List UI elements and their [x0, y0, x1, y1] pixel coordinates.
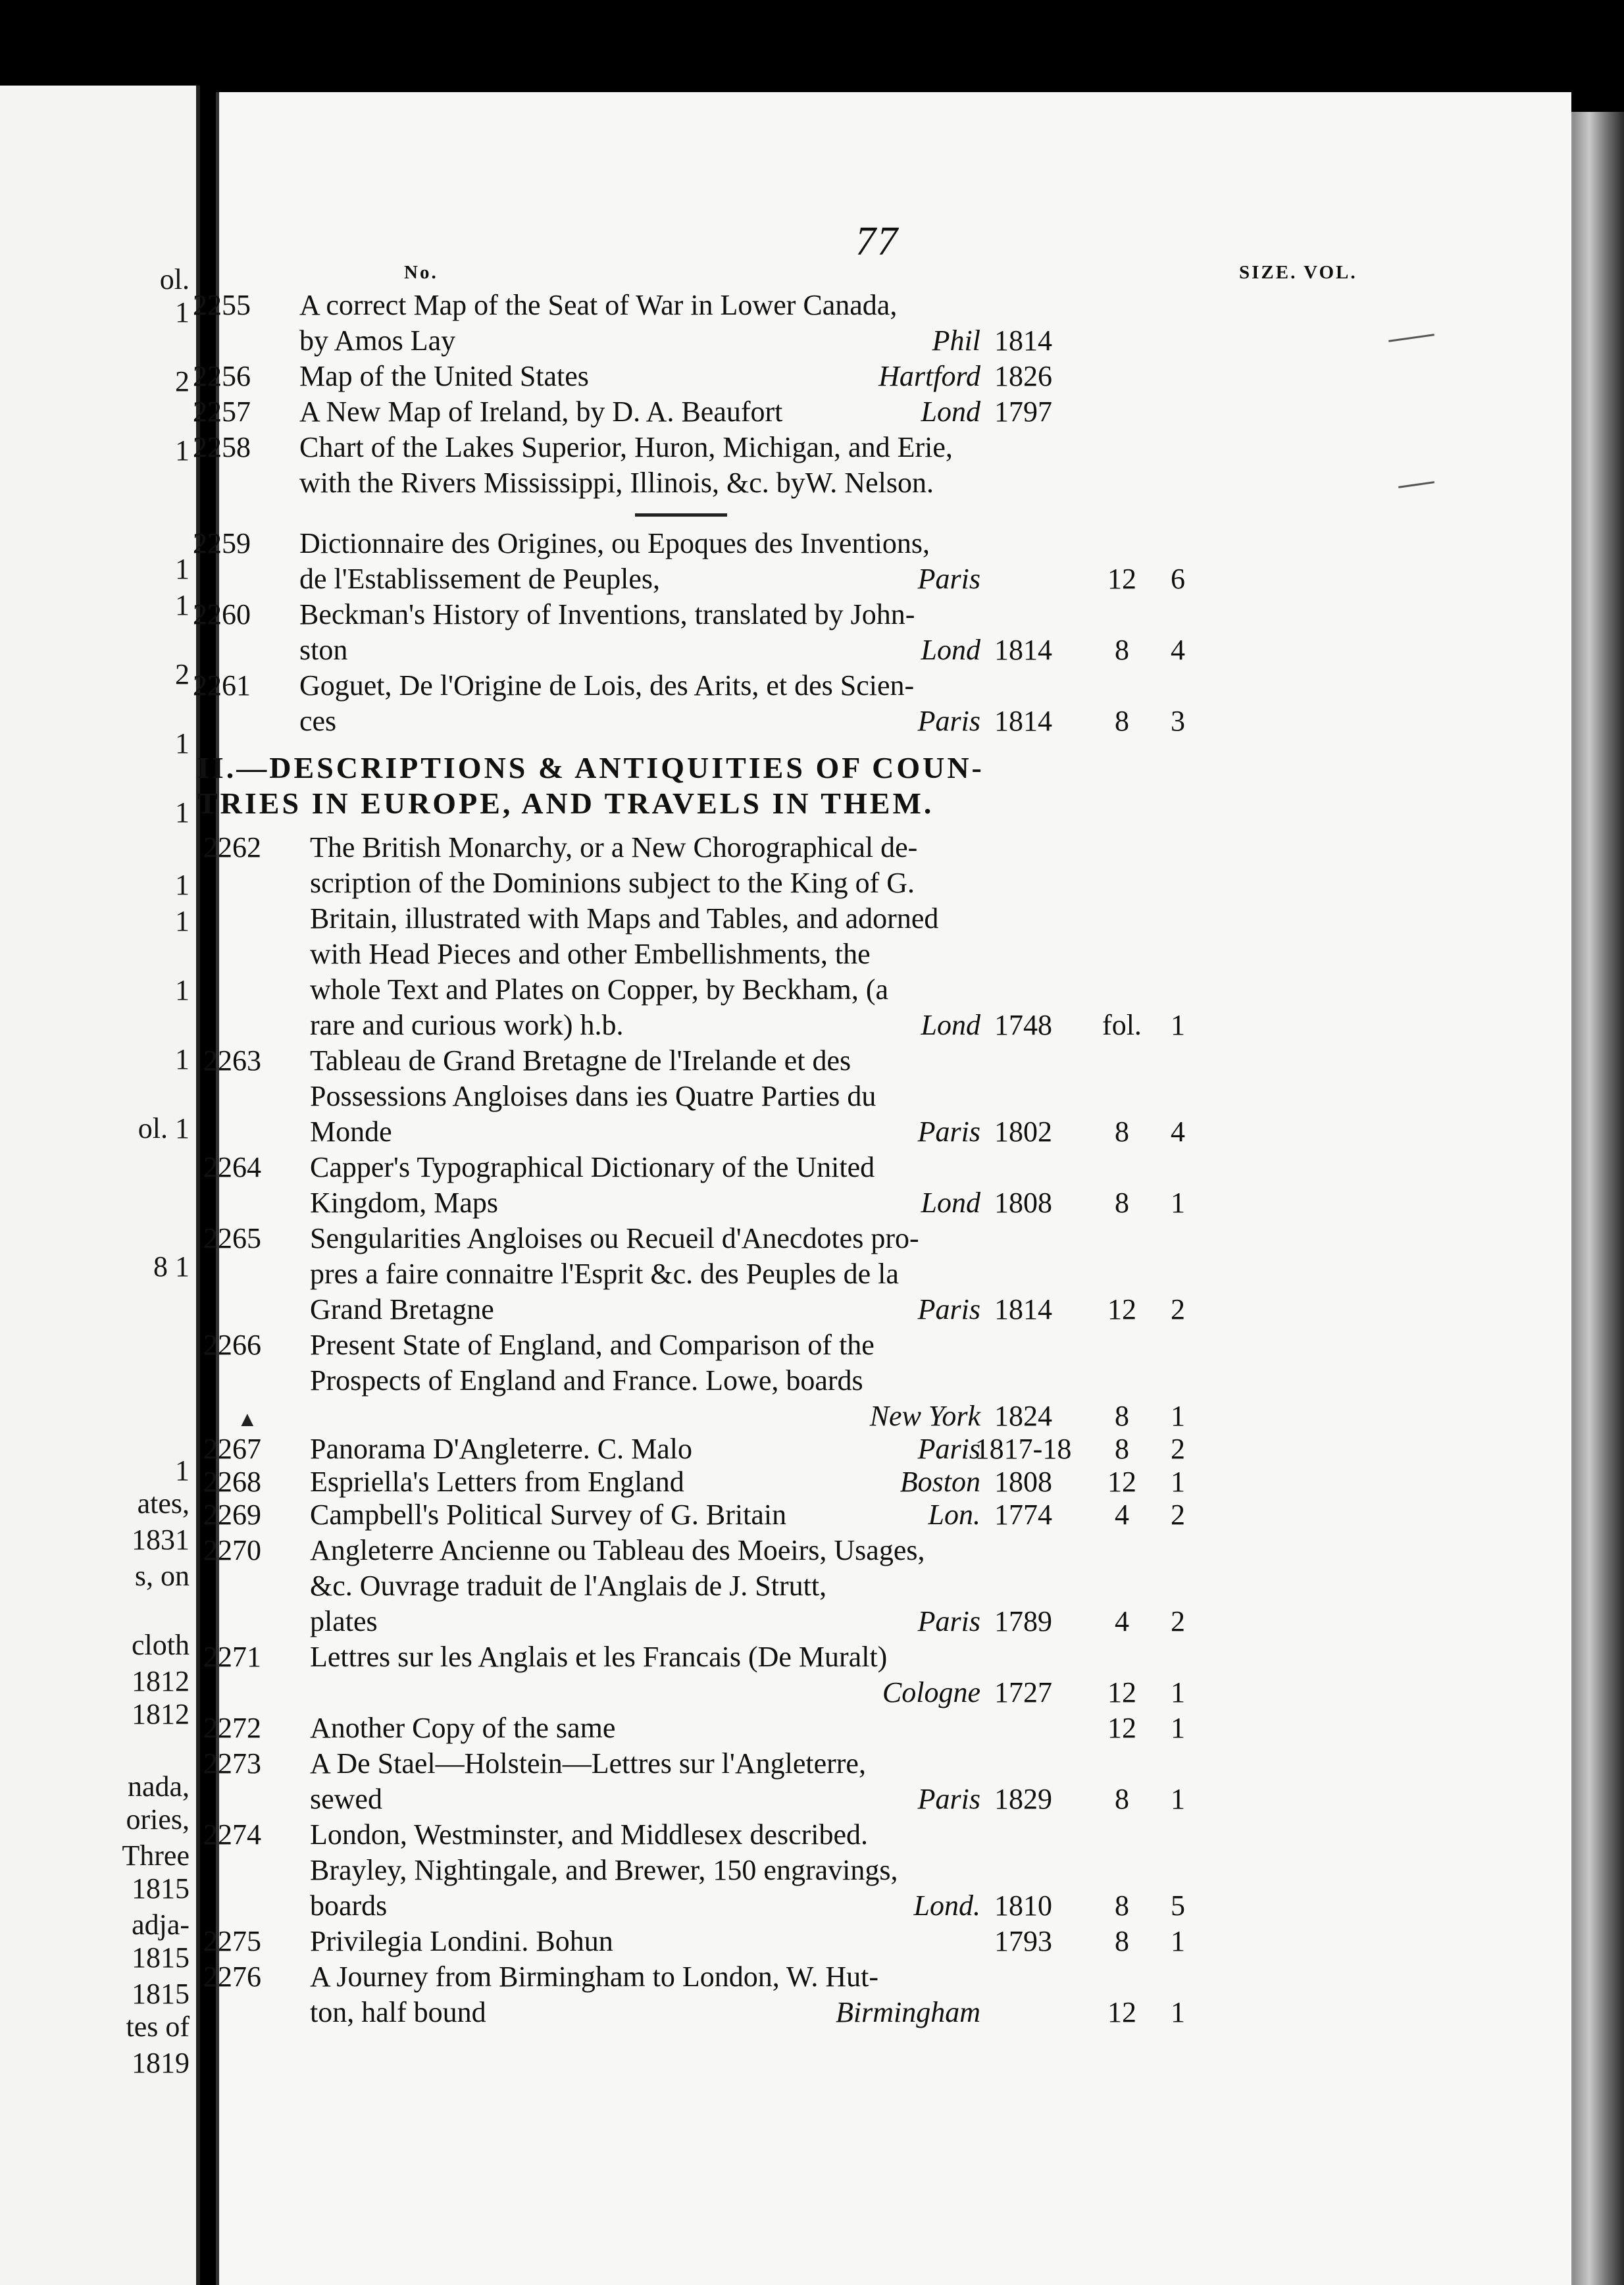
catalogue-row — [0, 1328, 1624, 1362]
catalogue-row — [0, 324, 1624, 358]
entry-place: Paris — [917, 1605, 980, 1637]
separator-rule — [635, 513, 727, 517]
catalogue-row — [0, 1853, 1624, 1887]
catalogue-row — [0, 1498, 1624, 1532]
entry-volumes: 1 — [1171, 1187, 1185, 1219]
catalogue-row — [0, 1889, 1624, 1923]
entry-place: Paris — [917, 563, 980, 595]
entry-place: Phil — [932, 324, 980, 357]
entry-description: Map of the United States — [299, 360, 589, 392]
entry-place: Lond — [921, 634, 980, 666]
catalogue-row — [0, 1432, 1624, 1466]
entry-number: 2258 — [193, 431, 251, 463]
entry-place: Boston — [900, 1466, 980, 1498]
entry-size: 8 — [1115, 705, 1129, 737]
catalogue-row — [0, 1569, 1624, 1603]
entry-number: 2263 — [203, 1044, 261, 1077]
catalogue-row — [0, 395, 1624, 429]
entry-description: Monde — [310, 1116, 392, 1148]
entry-description: by Amos Lay — [299, 324, 456, 357]
entry-year: 1748 — [994, 1009, 1052, 1041]
catalogue-row — [0, 562, 1624, 596]
left-text: Three — [122, 1839, 190, 1872]
catalogue-row — [0, 1257, 1624, 1291]
entry-description: Present State of England, and Comparison of the — [310, 1329, 875, 1361]
entry-number: 2262 — [203, 831, 261, 863]
entry-number: 2274 — [203, 1818, 261, 1851]
entry-description: Lettres sur les Anglais et les Francais (De Muralt) — [310, 1641, 888, 1673]
left-text: 1 — [175, 589, 190, 621]
entry-place: Lond — [921, 1009, 980, 1041]
entry-year: 1814 — [994, 324, 1052, 357]
catalogue-row — [0, 866, 1624, 900]
entry-description: ston — [299, 634, 348, 666]
entry-number: 2264 — [203, 1151, 261, 1183]
catalogue-row — [0, 669, 1624, 703]
entry-volumes: 1 — [1171, 1400, 1185, 1432]
entry-volumes: 1 — [1171, 1009, 1185, 1041]
entry-volumes: 2 — [1171, 1433, 1185, 1465]
entry-volumes: 1 — [1171, 1466, 1185, 1498]
left-text: ories, — [126, 1803, 190, 1836]
left-text-ol: ol. — [159, 263, 190, 295]
entry-place: Lond. — [913, 1889, 980, 1922]
entry-description: plates — [310, 1605, 378, 1637]
entry-year: 1774 — [994, 1499, 1052, 1531]
left-text: 1 — [175, 974, 190, 1006]
entry-description: Tableau de Grand Bretagne de l'Irelande et des — [310, 1044, 851, 1077]
entry-place: Lond — [921, 396, 980, 428]
entry-number: 2269 — [203, 1499, 261, 1531]
left-text: 1812 — [132, 1698, 190, 1730]
entry-volumes: 2 — [1171, 1293, 1185, 1325]
entry-size: 8 — [1115, 1116, 1129, 1148]
entry-size: 4 — [1115, 1605, 1129, 1637]
entry-description: Dictionnaire des Origines, ou Epoques des Inventions, — [299, 527, 930, 559]
entry-number: 2255 — [193, 289, 251, 321]
entry-volumes: 1 — [1171, 1925, 1185, 1957]
catalogue-row — [0, 1782, 1624, 1816]
catalogue-row — [0, 526, 1624, 561]
catalogue-row — [0, 704, 1624, 738]
left-text: 1 — [175, 1043, 190, 1075]
entry-description: Privilegia Londini. Bohun — [310, 1925, 613, 1957]
entry-description: Angleterre Ancienne ou Tableau des Moeirs, Usages, — [310, 1534, 925, 1566]
catalogue-row — [0, 1186, 1624, 1220]
entry-year: 1829 — [994, 1783, 1052, 1815]
entry-place: Cologne — [882, 1676, 980, 1708]
left-text: 8 1 — [153, 1250, 190, 1283]
entry-number: 2265 — [203, 1222, 261, 1254]
entry-place: Paris — [917, 1293, 980, 1325]
left-text: 1831 — [132, 1524, 190, 1556]
catalogue-row — [0, 1676, 1624, 1710]
entry-description: with Head Pieces and other Embellishments, the — [310, 938, 871, 970]
entry-size: 8 — [1115, 1889, 1129, 1922]
entry-year: 1814 — [994, 1293, 1052, 1325]
entry-size: 12 — [1107, 1712, 1136, 1744]
entry-year: 1808 — [994, 1187, 1052, 1219]
catalogue-row — [0, 633, 1624, 667]
entry-description: Chart of the Lakes Superior, Huron, Michigan, and Erie, — [299, 431, 953, 463]
entry-number: 2267 — [203, 1433, 261, 1465]
entry-description: The British Monarchy, or a New Chorographical de- — [310, 831, 918, 863]
entry-description: London, Westminster, and Middlesex described. — [310, 1818, 869, 1851]
entry-year: 1808 — [994, 1466, 1052, 1498]
entry-volumes: 4 — [1171, 1116, 1185, 1148]
left-text: 2 — [175, 658, 190, 690]
entry-description: Campbell's Political Survey of G. Britain — [310, 1499, 787, 1531]
entry-number: 2276 — [203, 1961, 261, 1993]
entry-volumes: 4 — [1171, 634, 1185, 666]
entry-year: 1797 — [994, 396, 1052, 428]
left-text: 1 — [175, 727, 190, 759]
entry-description: whole Text and Plates on Copper, by Beckham, (a — [310, 973, 889, 1006]
catalogue-row — [0, 1533, 1624, 1568]
entry-description: Espriella's Letters from England — [310, 1466, 684, 1498]
entry-size: 8 — [1115, 1783, 1129, 1815]
entry-year: 1802 — [994, 1116, 1052, 1148]
entry-number: 2261 — [193, 669, 251, 702]
entry-year: 1810 — [994, 1889, 1052, 1922]
left-text: 1819 — [132, 2047, 190, 2079]
catalogue-row — [0, 1640, 1624, 1674]
entry-volumes: 1 — [1171, 1783, 1185, 1815]
entry-description: Britain, illustrated with Maps and Tables, and adorned — [310, 902, 939, 935]
entry-description: rare and curious work) h.b. — [310, 1009, 624, 1041]
entry-size: 12 — [1107, 1996, 1136, 2028]
entry-place: Lon. — [928, 1499, 980, 1531]
entry-year: 1727 — [994, 1676, 1052, 1708]
entry-place: Paris — [917, 1116, 980, 1148]
left-text: 1815 — [132, 1872, 190, 1905]
left-text: 1 — [175, 1454, 190, 1487]
catalogue-row — [0, 430, 1624, 465]
catalogue-row — [0, 1079, 1624, 1114]
entry-description: Beckman's History of Inventions, translated by John- — [299, 598, 915, 630]
entry-description: ces — [299, 705, 337, 737]
entry-size: 8 — [1115, 1925, 1129, 1957]
entry-size: 8 — [1115, 634, 1129, 666]
catalogue-row — [0, 1960, 1624, 1994]
entry-volumes: 1 — [1171, 1996, 1185, 2028]
left-text: 2 — [175, 365, 190, 398]
column-header-no: No. — [404, 262, 438, 283]
entry-place: Paris — [917, 1433, 980, 1465]
catalogue-row — [0, 1605, 1624, 1639]
left-text: ol. 1 — [138, 1112, 190, 1144]
left-text: 1815 — [132, 1941, 190, 1974]
entry-size: 8 — [1115, 1400, 1129, 1432]
left-text: tes of — [126, 2011, 190, 2043]
entry-description: A De Stael—Holstein—Lettres sur l'Angleterre, — [310, 1747, 866, 1780]
left-text: 1 — [175, 869, 190, 901]
catalogue-row — [0, 1924, 1624, 1959]
entry-year: 1826 — [994, 360, 1052, 392]
entry-number: 2259 — [193, 527, 251, 559]
entry-number: 2257 — [193, 396, 251, 428]
catalogue-row — [0, 1364, 1624, 1398]
entry-description: sewed — [310, 1783, 382, 1815]
entry-size: 12 — [1107, 1466, 1136, 1498]
section-heading-line-2: TRIES IN EUROPE, AND TRAVELS IN THEM. — [197, 786, 934, 820]
entry-year: 1793 — [994, 1925, 1052, 1957]
entry-number: 2275 — [203, 1925, 261, 1957]
entry-volumes: 2 — [1171, 1499, 1185, 1531]
entry-number: 2273 — [203, 1747, 261, 1780]
catalogue-row — [0, 937, 1624, 971]
entry-description: Another Copy of the same — [310, 1712, 616, 1744]
left-text: cloth — [132, 1629, 190, 1661]
entry-place: Hartford — [878, 360, 980, 392]
entry-place: Birmingham — [836, 1996, 980, 2028]
catalogue-row — [0, 1221, 1624, 1256]
entry-description: Panorama D'Angleterre. C. Malo — [310, 1433, 692, 1465]
entry-description: with the Rivers Mississippi, Illinois, &c. byW. Nelson. — [299, 467, 934, 499]
entry-description: scription of the Dominions subject to the King of G. — [310, 867, 915, 899]
entry-year: 1817-18 — [975, 1433, 1072, 1465]
catalogue-row — [0, 288, 1624, 322]
entry-year: 1814 — [994, 634, 1052, 666]
catalogue-row — [0, 1150, 1624, 1185]
catalogue-row — [0, 831, 1624, 865]
entry-volumes: 2 — [1171, 1605, 1185, 1637]
entry-number: 2270 — [203, 1534, 261, 1566]
left-text: 1 — [175, 796, 190, 829]
catalogue-row — [0, 902, 1624, 936]
catalogue-row — [0, 1995, 1624, 2030]
entry-description: Sengularities Angloises ou Recueil d'Anecdotes pro- — [310, 1222, 919, 1254]
entry-description: A correct Map of the Seat of War in Lower Canada, — [299, 289, 898, 321]
entry-size: 8 — [1115, 1433, 1129, 1465]
left-text: 1812 — [132, 1665, 190, 1697]
left-text: 1 — [175, 553, 190, 585]
entry-description: boards — [310, 1889, 388, 1922]
entry-volumes: 1 — [1171, 1676, 1185, 1708]
entry-size: 8 — [1115, 1187, 1129, 1219]
entry-volumes: 3 — [1171, 705, 1185, 737]
left-text: 1815 — [132, 1978, 190, 2010]
entry-volumes: 5 — [1171, 1889, 1185, 1922]
entry-size: fol. — [1102, 1009, 1142, 1041]
left-text: ates, — [137, 1487, 190, 1520]
catalogue-row — [0, 973, 1624, 1007]
entry-number: 2268 — [203, 1466, 261, 1498]
entry-description: Possessions Angloises dans ies Quatre Parties du — [310, 1080, 876, 1112]
entry-year: 1824 — [994, 1400, 1052, 1432]
entry-description: &c. Ouvrage traduit de l'Anglais de J. Strutt, — [310, 1570, 827, 1602]
entry-size: 12 — [1107, 1293, 1136, 1325]
catalogue-row — [0, 1008, 1624, 1042]
entry-number: 2256 — [193, 360, 251, 392]
entry-size: 4 — [1115, 1499, 1129, 1531]
catalogue-row — [0, 598, 1624, 632]
margin-mark: ▲ — [237, 1407, 258, 1431]
entry-description: Kingdom, Maps — [310, 1187, 498, 1219]
catalogue-row — [0, 1818, 1624, 1852]
left-text: s, on — [134, 1560, 190, 1592]
left-text: adja- — [132, 1909, 190, 1941]
entry-number: 2260 — [193, 598, 251, 630]
entry-description: pres a faire connaitre l'Esprit &c. des Peuples de la — [310, 1258, 899, 1290]
entry-year: 1789 — [994, 1605, 1052, 1637]
entry-place: Paris — [917, 1783, 980, 1815]
entry-number: 2271 — [203, 1641, 261, 1673]
catalogue-row — [0, 1115, 1624, 1149]
catalogue-row — [0, 466, 1624, 500]
entry-description: de l'Establissement de Peuples, — [299, 563, 661, 595]
catalogue-row — [0, 1293, 1624, 1327]
entry-place: New York — [869, 1400, 980, 1432]
page-number: 77 — [855, 219, 899, 264]
entry-description: Brayley, Nightingale, and Brewer, 150 engravings, — [310, 1854, 898, 1886]
entry-description: Grand Bretagne — [310, 1293, 494, 1325]
entry-volumes: 1 — [1171, 1712, 1185, 1744]
left-text: 1 — [175, 296, 190, 328]
entry-size: 12 — [1107, 563, 1136, 595]
section-heading-line-1: II.—DESCRIPTIONS & ANTIQUITIES OF COUN- — [197, 751, 984, 784]
catalogue-row — [0, 1044, 1624, 1078]
entry-description: A Journey from Birmingham to London, W. Hut- — [310, 1961, 879, 1993]
catalogue-row — [0, 359, 1624, 394]
entry-place: Lond — [921, 1187, 980, 1219]
catalogue-row — [0, 1747, 1624, 1781]
entry-place: Paris — [917, 705, 980, 737]
entry-year: 1814 — [994, 705, 1052, 737]
entry-number: 2272 — [203, 1712, 261, 1744]
left-text: 1 — [175, 434, 190, 467]
column-header-size-vol: SIZE. VOL. — [1239, 262, 1358, 283]
entry-description: ton, half bound — [310, 1996, 486, 2028]
entry-description: Prospects of England and France. Lowe, boards — [310, 1364, 863, 1397]
entry-size: 12 — [1107, 1676, 1136, 1708]
entry-volumes: 6 — [1171, 563, 1185, 595]
left-text: nada, — [127, 1770, 190, 1803]
left-text: 1 — [175, 905, 190, 937]
entry-description: A New Map of Ireland, by D. A. Beaufort — [299, 396, 783, 428]
catalogue-row — [0, 1399, 1624, 1433]
entry-description: Goguet, De l'Origine de Lois, des Arits, et des Scien- — [299, 669, 915, 702]
catalogue-row — [0, 1465, 1624, 1499]
entry-description: Capper's Typographical Dictionary of the United — [310, 1151, 875, 1183]
catalogue-row — [0, 1711, 1624, 1745]
entry-number: 2266 — [203, 1329, 261, 1361]
